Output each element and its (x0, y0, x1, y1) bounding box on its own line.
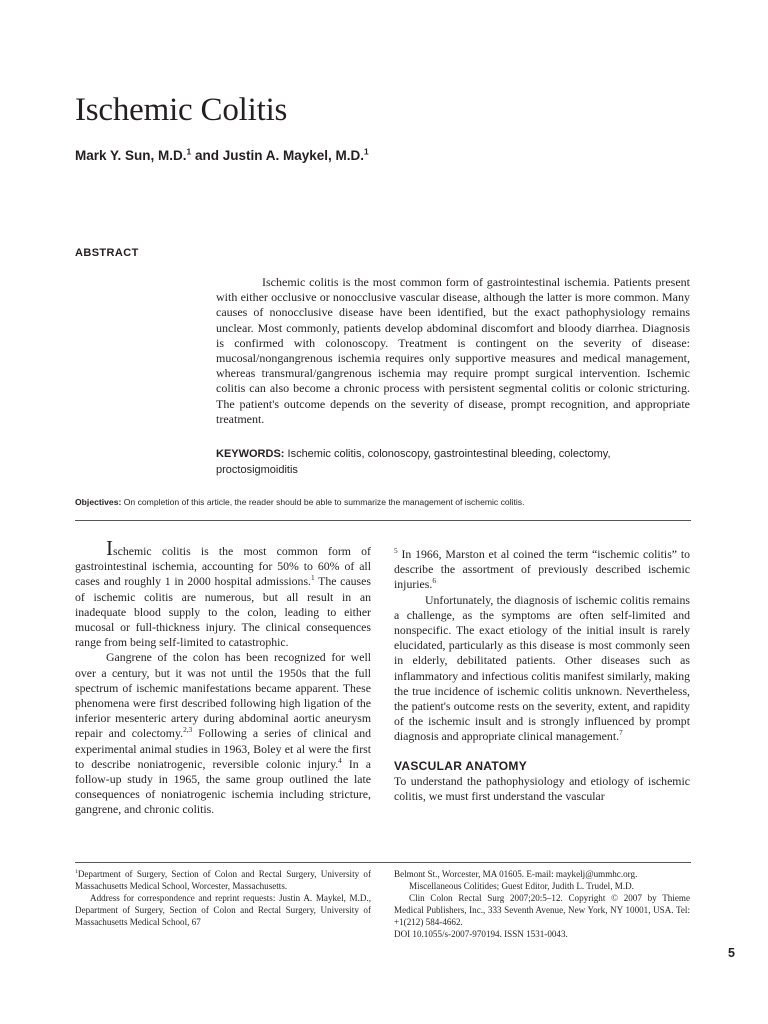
affiliation-marker: 1 (75, 868, 78, 875)
divider (75, 520, 691, 521)
doi-footnote: DOI 10.1055/s-2007-970194. ISSN 1531-0043. (394, 928, 568, 939)
correspondence-footnote-continued: Belmont St., Worcester, MA 01605. E-mail: maykelj@ummhc.org. (394, 869, 638, 879)
keywords-text: Ischemic colitis, colonoscopy, gastrointestinal bleeding, colectomy, proctosigmoiditis (216, 448, 611, 476)
affiliation-marker: 1 (364, 146, 369, 157)
body-paragraph-continued: $^5$ In 1966, Marston et al coined the term “ischemic colitis” to describe the assortment of previously described ischemic injuries.$^6$ (394, 546, 690, 592)
objectives-text: On completion of this article, the reader should be able to summarize the management of ischemic colitis. (121, 497, 525, 507)
footnotes-left (75, 869, 371, 929)
citation-ref: 1 (310, 573, 315, 583)
author-line (75, 148, 369, 163)
objectives-label: Objectives: (75, 497, 122, 507)
keywords (216, 447, 690, 478)
issue-footnote: Miscellaneous Colitides; Guest Editor, Judith L. Trudel, M.D. (409, 880, 634, 891)
author-name: Mark Y. Sun, M.D. (75, 148, 187, 163)
citation-ref: 6 (432, 576, 436, 586)
body-paragraph: Unfortunately, the diagnosis of ischemic colitis remains a challenge, as the symptoms are often self-limited and nonspecific. The exact etiology of the initial insult is rarely elucidated, particularly as this disease is most commonly seen in elderly, debilitated patients. Other diseases such as inflammatory and infectious colitis manifest similarly, making the true incidence of ischemic colitis unknown. Nevertheless, the patient's outcome rests on the severity, extent, and rapidity of the ischemic insult and is strongly influenced by prompt diagnosis and appropriate clinical management.$^7$ (394, 592, 690, 744)
section-heading: VASCULAR ANATOMY (394, 758, 528, 773)
body-paragraph: Gangrene of the colon has been recognized for well over a century, but it was not until the 1950s that the full spectrum of ischemic manifestations became apparent. These phenomena were first described following high ligation of the inferior mesenteric artery during abdominal aortic aneurysm repair and colectomy.$^{2,3}$ Following a series of clinical and experimental animal studies in 1963, Boley et al were the first to describe noniatrogenic, reversible colonic injury.$^4$ In a follow-up study in 1965, the same group outlined the late consequences of noniatrogenic ischemia including stricture, gangrene, and chronic colitis. (75, 650, 371, 817)
footnotes-right (394, 869, 690, 940)
body-column-right (394, 547, 690, 804)
correspondence-footnote: Address for correspondence and reprint requests: Justin A. Maykel, M.D., Department of Surgery, Section of Colon and Rectal Surgery, University of Massachusetts Medical School, 67 (75, 892, 371, 927)
objectives (75, 496, 691, 508)
body-paragraph: Ischemic colitis is the most common form of gastrointestinal ischemia, accounting for 50% to 60% of all cases and roughly 1 in 2000 hospital admissions.$^1$ The causes of ischemic colitis are numerous, but all result in an inadequate blood supply to the colon, leading to either mucosal or full-thickness injury. The clinical consequences range from being self-limited to catastrophic. (75, 536, 371, 650)
citation-ref: 5 (394, 546, 398, 556)
citation-ref: 4 (338, 755, 342, 765)
affiliation-marker: 1 (186, 146, 192, 157)
affiliation-footnote: $^1$Department of Surgery, Section of Colon and Rectal Surgery, University of Massachusetts Medical School, Worcester, Massachusetts. (75, 868, 371, 891)
drop-cap: I (106, 536, 113, 560)
abstract-text: Ischemic colitis is the most common form of gastrointestinal ischemia. Patients present with either occlusive or nonocclusive vascular disease, although the latter is more common. Many causes of nonocclusive disease have been identified, but the exact pathophysiology remains unclear. Most commonly, patients develop abdominal discomfort and bloody diarrhea. Diagnosis is confirmed with colonoscopy. Treatment is contingent on the severity of disease: mucosal/nongangrenous ischemia requires only supportive measures and medical management, whereas transmural/gangrenous ischemia may require prompt surgical intervention. Ischemic colitis can also become a chronic process with persistent segmental colitis or colonic stricturing. The patient's outcome depends on the severity of disease, prompt recognition, and appropriate treatment. (216, 275, 690, 426)
citation-ref: 7 (619, 728, 623, 738)
article-title: Ischemic Colitis (75, 92, 288, 128)
footnote-divider (75, 862, 691, 863)
citation-ref: 2,3 (183, 725, 193, 735)
citation-footnote: Clin Colon Rectal Surg 2007;20:5–12. Copyright © 2007 by Thieme Medical Publishers, Inc., 333 Seventh Avenue, New York, NY 10001, USA. Tel: +1(212) 584-4662. (394, 892, 690, 927)
keywords-label: KEYWORDS: (216, 448, 285, 460)
author-name: Justin A. Maykel, M.D. (222, 148, 364, 163)
body-paragraph: To understand the pathophysiology and etiology of ischemic colitis, we must first understand the vascular (394, 773, 690, 803)
author-conjunction: and (191, 148, 223, 163)
page-number: 5 (728, 946, 735, 960)
abstract-heading: ABSTRACT (75, 247, 139, 259)
body-column-left (75, 536, 371, 818)
